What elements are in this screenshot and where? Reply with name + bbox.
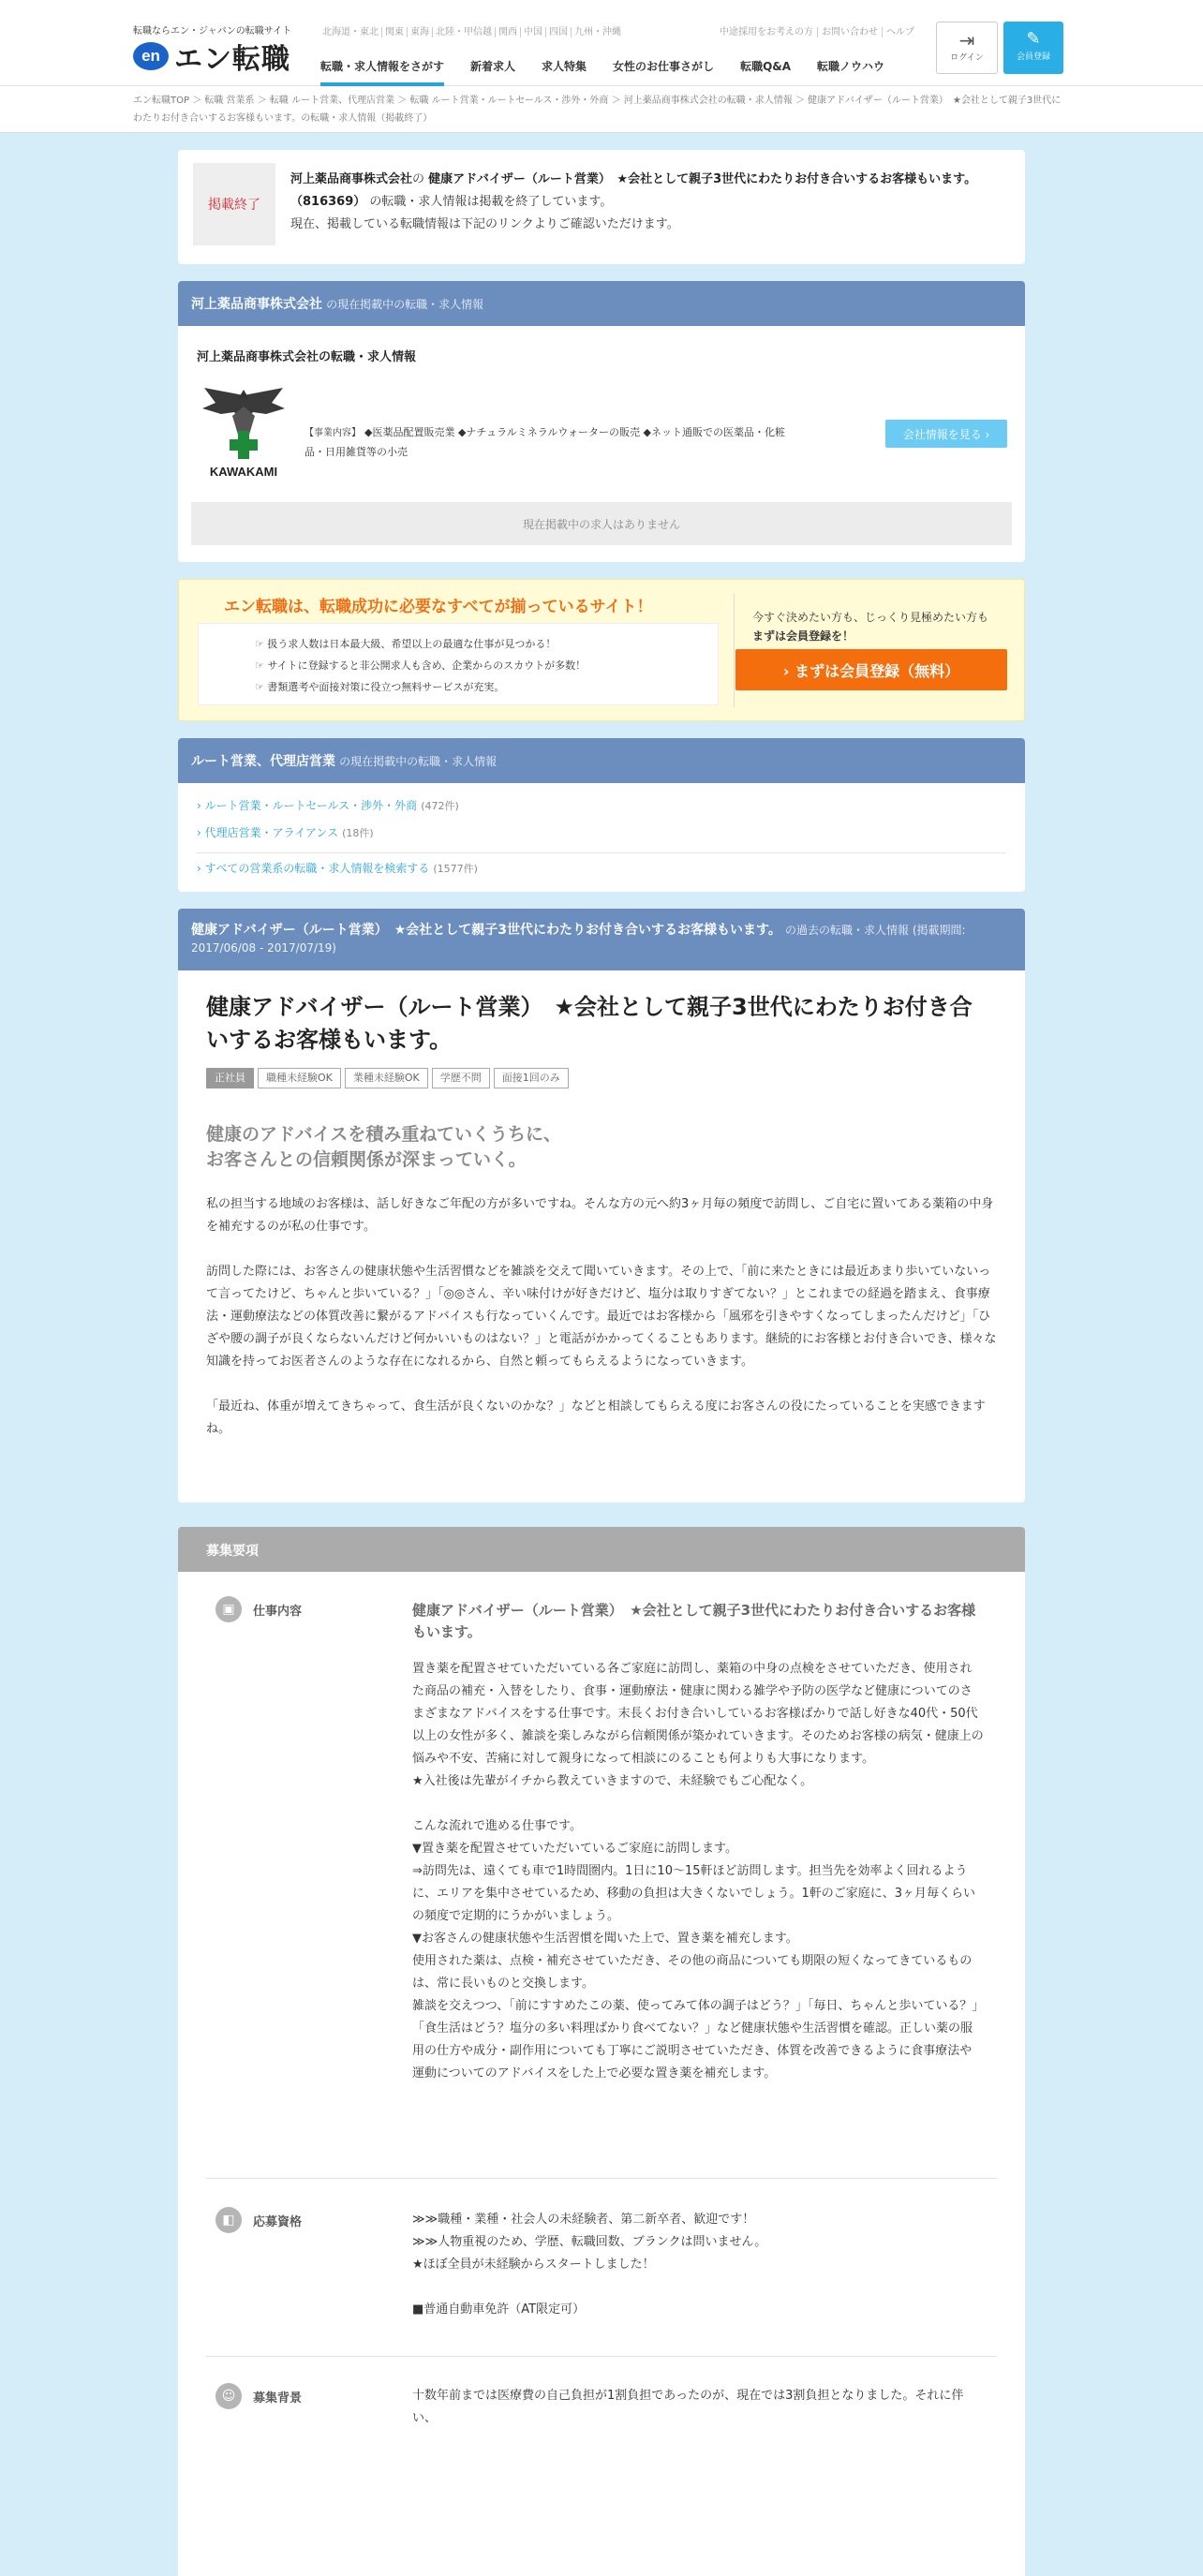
qual-line: ■普通自動車免許（AT限定可） bbox=[412, 2302, 586, 2317]
ended-message bbox=[290, 169, 1010, 236]
company-business bbox=[304, 423, 801, 462]
ended-job-title: 健康アドバイザー（ルート営業） ★会社として親子3世代にわたりお付き合いするお客様もいます。 bbox=[428, 172, 977, 186]
promo-item: ☞ 書類選考や面接対策に役立つ無料サービスが充実。 bbox=[255, 676, 718, 698]
ended-job-id: （816369） bbox=[290, 195, 366, 209]
work-line: 使用された薬は、点検・補充させていただき、その他の商品についても期限の短くなってきているものは、常に長いものと交換します。 bbox=[412, 1954, 973, 1991]
nav-knowhow[interactable]: 転職ノウハウ bbox=[817, 60, 885, 73]
req-label-work bbox=[215, 1596, 302, 1622]
link-recruiters[interactable]: 中途採用をお考えの方 bbox=[720, 27, 813, 37]
req-value-background bbox=[412, 2385, 984, 2430]
company-info-button[interactable]: 会社情報を見る › bbox=[885, 420, 1007, 448]
job-head-sub: の過去の転職・求人情報 (掲載期間: 2017/06/08 - 2017/07/19) bbox=[191, 924, 966, 955]
job-catchcopy bbox=[206, 1122, 993, 1173]
company-logo bbox=[197, 378, 290, 483]
qual-line: ≫≫人物重視のため、学歴、転職回数、ブランクは問いません。 bbox=[412, 2235, 767, 2249]
req-row-background bbox=[206, 2357, 997, 2544]
promo-divider bbox=[734, 593, 735, 707]
category-count: (18件) bbox=[342, 827, 374, 839]
badge-icon: ◧ bbox=[215, 2207, 242, 2233]
category-link-all[interactable]: › すべての営業系の転職・求人情報を検索する bbox=[197, 862, 429, 875]
catch-line1: 健康のアドバイスを積み重ねていくうちに、 bbox=[206, 1124, 561, 1145]
region-link[interactable]: 四国 bbox=[545, 27, 571, 37]
link-help[interactable]: ヘルプ bbox=[882, 27, 918, 37]
company-head-name[interactable]: 河上薬品商事株式会社 bbox=[191, 297, 322, 312]
ended-badge: 掲載終了 bbox=[193, 163, 275, 245]
region-link[interactable]: 関東 bbox=[381, 27, 407, 37]
job-paragraph: 「最近ね、体重が増えてきちゃって、食生活が良くないのかな？」などと相談してもらえる度にお客さんの役にたっていることを実感できますね。 bbox=[206, 1399, 986, 1436]
region-link[interactable]: 中国 bbox=[520, 27, 545, 37]
req-row-work bbox=[206, 1572, 997, 2179]
company-logo-text: KAWAKAMI bbox=[209, 465, 278, 479]
job-section-header bbox=[178, 909, 1025, 970]
region-links bbox=[322, 23, 624, 37]
work-line: ▼置き薬を配置させていただいているご家庭に訪問します。 bbox=[412, 1842, 737, 1856]
job-section bbox=[178, 909, 1025, 1503]
utility-links bbox=[716, 23, 918, 37]
ended-company: 河上薬品商事株式会社 bbox=[290, 172, 413, 186]
category-head-sub: の現在掲載中の転職・求人情報 bbox=[339, 755, 498, 768]
global-nav bbox=[320, 49, 911, 86]
work-line: ⇒訪問先は、遠くても車で1時間圏内。1日に10～15軒ほど訪問します。担当先を効率よく回れるように、エリアを集中させているため、移動の負担は大きくないでしょう。1軒のご家庭に、3ヶ月毎くらいの頻度で定期的にうかがいましょう。 bbox=[412, 1864, 976, 1923]
tag: 学歴不問 bbox=[432, 1068, 490, 1088]
company-section bbox=[178, 281, 1025, 562]
req-label-background bbox=[215, 2383, 302, 2409]
category-item-all bbox=[197, 855, 1006, 882]
login-icon: ⇥ bbox=[958, 29, 975, 52]
category-link[interactable]: › ルート営業・ルートセールス・渉外・外商 bbox=[197, 799, 417, 812]
business-text: ◆医薬品配置販売業 ◆ナチュラルミネラルウォーターの販売 ◆ネット通販での医薬品・化粧品・日用雑貨等の小売 bbox=[304, 426, 785, 458]
company-name: 河上薬品商事株式会社の転職・求人情報 bbox=[197, 350, 417, 364]
breadcrumb-text[interactable]: エン転職TOP ＞ 転職 営業系 ＞ 転職 ルート営業、代理店営業 ＞ 転職 ルート営業・ルートセールス・渉外・外商 ＞ 河上薬品商事株式会社の転職・求人情報 ＞ 健康アドバイザー（ルート営業） ★会社として親子3世代にわたりお付き合いするお客様もいます。の転職・求人情報（掲載終了） bbox=[133, 96, 1062, 124]
category-link[interactable]: › 代理店営業・アライアンス bbox=[197, 826, 338, 839]
category-count: (472件) bbox=[421, 800, 459, 812]
requirements-header: 募集要項 bbox=[178, 1527, 1025, 1572]
promo-banner bbox=[178, 579, 1025, 721]
register-button[interactable] bbox=[1003, 22, 1063, 74]
promo-right-line1: 今すぐ決めたい方も、じっくり見極めたい方も bbox=[752, 611, 989, 624]
site-logo[interactable] bbox=[133, 36, 290, 77]
breadcrumb bbox=[0, 86, 1203, 133]
qual-line: ★ほぼ全員が未経験からスタートしました！ bbox=[412, 2258, 655, 2272]
work-line bbox=[412, 1793, 984, 1815]
region-link[interactable]: 北海道・東北 bbox=[322, 27, 379, 37]
bg-label: 募集背景 bbox=[253, 2391, 303, 2406]
req-value-qualification bbox=[412, 2209, 984, 2321]
category-item bbox=[197, 820, 1006, 847]
ended-msg1: の転職・求人情報は掲載を終了しています。 bbox=[369, 195, 613, 209]
company-head-sub: の現在掲載中の転職・求人情報 bbox=[326, 298, 484, 311]
job-tags bbox=[206, 1068, 569, 1088]
req-row-qualification bbox=[206, 2179, 997, 2357]
category-head-name: ルート営業、代理店営業 bbox=[191, 754, 335, 769]
briefcase-icon: ▣ bbox=[215, 1596, 242, 1622]
site-header bbox=[0, 0, 1203, 86]
nav-new-jobs[interactable]: 新着求人 bbox=[470, 60, 516, 73]
no-jobs-notice: 現在掲載中の求人はありません bbox=[191, 502, 1012, 545]
tag-employment: 正社員 bbox=[206, 1068, 254, 1088]
qual-line bbox=[412, 2276, 984, 2299]
work-label: 仕事内容 bbox=[253, 1604, 303, 1619]
qual-label: 応募資格 bbox=[253, 2214, 303, 2229]
requirements-section bbox=[178, 1527, 1025, 2576]
region-link[interactable]: 東海 bbox=[407, 27, 432, 37]
job-head-title: 健康アドバイザー（ルート営業） ★会社として親子3世代にわたりお付き合いするお客様もいます。 bbox=[191, 923, 781, 938]
qual-line: ≫≫職種・業種・社会人の未経験者、第二新卒者、歓迎です！ bbox=[412, 2213, 755, 2227]
tag: 業種未経験OK bbox=[345, 1068, 428, 1088]
promo-title: エン転職は、転職成功に必要なすべてが揃っているサイト！ bbox=[224, 598, 653, 616]
region-link[interactable]: 北陸・甲信越 bbox=[432, 27, 495, 37]
logo-en-mark: en bbox=[133, 42, 169, 70]
job-paragraph: 私の担当する地域のお客様は、話し好きなご年配の方が多いですね。そんな方の元へ約3ヶ月毎の頻度で訪問し、ご自宅に置いてある薬箱の中身を補充するのが私の仕事です。 bbox=[206, 1197, 994, 1234]
register-label: 会員登録 bbox=[1016, 52, 1050, 62]
nav-women-jobs[interactable]: 女性のお仕事さがし bbox=[613, 60, 715, 73]
logo-tagline: 転職ならエン・ジャパンの転職サイト bbox=[133, 26, 292, 37]
nav-qa[interactable]: 転職Q&A bbox=[740, 60, 792, 73]
work-line: ★入社後は先輩がイチから教えていきますので、未経験でもご心配なく。 bbox=[412, 1774, 813, 1788]
req-value-work bbox=[412, 1600, 984, 2085]
promo-register-button[interactable]: › まずは会員登録（無料） bbox=[735, 649, 1007, 690]
nav-features[interactable]: 求人特集 bbox=[542, 60, 587, 73]
job-title: 健康アドバイザー（ルート営業） ★会社として親子3世代にわたりお付き合いするお客様もいます。 bbox=[206, 994, 973, 1053]
login-button[interactable] bbox=[936, 22, 998, 74]
tag: 職種未経験OK bbox=[258, 1068, 341, 1088]
promo-item: ☞ サイトに登録すると非公開求人も含め、企業からのスカウトが多数！ bbox=[255, 655, 718, 676]
ended-msg2: 現在、掲載している転職情報は下記のリンクよりご確認いただけます。 bbox=[290, 217, 679, 231]
req-label-qualification bbox=[215, 2207, 302, 2233]
category-count: (1577件) bbox=[433, 863, 478, 875]
category-item bbox=[197, 792, 1006, 820]
business-label: 【事業内容】 bbox=[304, 428, 361, 438]
pencil-icon: ✎ bbox=[1026, 29, 1041, 49]
company-section-header bbox=[178, 281, 1025, 326]
link-contact[interactable]: お問い合わせ bbox=[817, 27, 882, 37]
job-description bbox=[206, 1193, 998, 1463]
region-link[interactable]: 九州・沖縄 bbox=[571, 27, 624, 37]
category-list bbox=[197, 792, 1006, 882]
category-section bbox=[178, 738, 1025, 892]
catch-line2: お客さんとの信頼関係が深まっていく。 bbox=[206, 1149, 527, 1170]
work-line: こんな流れで進める仕事です。 bbox=[412, 1819, 582, 1833]
work-line: 置き薬を配置させていただいている各ご家庭に訪問し、薬箱の中身の点検をさせていただき、使用された商品の補充・入替をしたり、食事・運動療法・健康に関わる雑学や予防の医学など健康についてのさまざまなアドバイスをする仕事です。末長くお付き合いしているお客様ばかりで話し好きな40代・50代以上の女性が多く、雑談を楽しみながら信頼関係が築かれていきます。そのためお客様の病気・健康上の悩みや不安、苦痛に対して親身になって相談にのることも何よりも大事になります。 bbox=[412, 1662, 984, 1766]
tag: 面接1回のみ bbox=[494, 1068, 569, 1088]
ended-notice bbox=[178, 150, 1025, 264]
login-label: ログイン bbox=[950, 53, 984, 63]
bg-text: 十数年前までは医療費の自己負担が1割負担であったのが、現在では3割負担となりました。それに伴い、 bbox=[412, 2389, 964, 2425]
people-icon: ☺ bbox=[215, 2383, 242, 2409]
category-separator bbox=[197, 852, 1006, 853]
work-job-title: 健康アドバイザー（ルート営業） ★会社として親子3世代にわたりお付き合いするお客様もいます。 bbox=[412, 1602, 976, 1640]
promo-right-text bbox=[752, 608, 988, 645]
promo-right-line2: まずは会員登録を！ bbox=[752, 629, 854, 643]
job-paragraph: 訪問した際には、お客さんの健康状態や生活習慣などを雑談を交えて聞いていきます。その上で、「前に来たときには最近あまり歩いていないって言ってたけど、ちゃんと歩いている？」「◎◎さん、辛い味付けが好きだけど、塩分は取りすぎてない？」とこれまでの経過を踏まえ、食事療法・運動療法などの体質改善に繋がるアドバイスも行なっていくんです。最近ではお客様から「風邪を引きやすくなってしまったんだけど」「ひざや腰の調子が良くならないんだけど何かいいものはない？」と電話がかかってくることもあります。継続的にお客様とお付き合いでき、様々な知識を持ってお医者さんのような存在になれるから、自然と頼ってもらえるようになっていきます。 bbox=[206, 1265, 997, 1369]
work-line: ▼お客さんの健康状態や生活習慣を聞いた上で、置き薬を補充します。 bbox=[412, 1932, 798, 1946]
category-section-header bbox=[178, 738, 1025, 783]
work-line: 雑談を交えつつ、「前にすすめたこの薬、使ってみて体の調子はどう？」「毎日、ちゃんと歩いている？」「食生活はどう？塩分の多い料理ばかり食べてない？」など健康状態や生活習慣を確認。正しい薬の服用の仕方や成分・副作用についても丁寧にご説明させていただき、体質を改善できるように食事療法や運動についてのアドバイスをした上で必要な置き薬を補充します。 bbox=[412, 1999, 978, 2080]
nav-job-search[interactable]: 転職・求人情報をさがす bbox=[320, 49, 444, 86]
promo-item: ☞ 扱う求人数は日本最大級、希望以上の最適な仕事が見つかる！ bbox=[255, 633, 718, 655]
ended-no: の bbox=[412, 172, 425, 186]
promo-list bbox=[198, 623, 719, 705]
region-link[interactable]: 関西 bbox=[495, 27, 520, 37]
logo-text: エン転職 bbox=[174, 43, 290, 76]
